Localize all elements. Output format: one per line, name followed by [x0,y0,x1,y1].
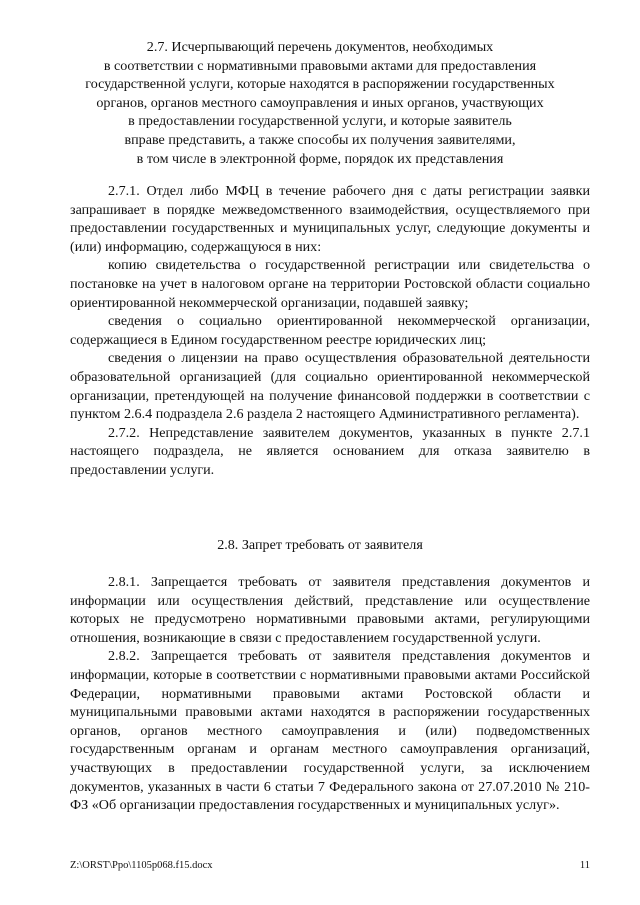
paragraph-2-8-2: 2.8.2. Запрещается требовать от заявителя представления документов и информации, которые в соответствии с нормативными правовыми актами Российской Федерации, нормативными правовыми актами Ростовской области и муниципальными правовыми актами находятся в распоряжении государственных органов, органов местного самоуправления и (или) подведомственных государственным органам и органам местного самоуправления организаций, участвующих в предоставлении государственной услуги, за исключением документов, указанных в части 6 статьи 7 Федерального закона от 27.07.2010 № 210-ФЗ «Об организации предоставления государственных и муниципальных услуг». [70,648,590,814]
section-title-line: в том числе в электронной форме, порядок их представления [136,150,504,167]
list-item-registration-certificate: копию свидетельства о государственной регистрации или свидетельства о постановке на учет в налоговом органе на территории Ростовской области социально ориентированной некоммерческой организации, подавшей заявку; [70,257,590,311]
section-2-8-body [70,573,590,815]
section-title-line: 2.8. Запрет требовать от заявителя [217,537,423,553]
section-title-line: органов, органов местного самоуправления и иных органов, участвующих [96,94,544,111]
section-title-line: 2.7. Исчерпывающий перечень документов, необходимых [146,39,494,55]
paragraph-2-7-1: 2.7.1. Отдел либо МФЦ в течение рабочего дня с даты регистрации заявки запрашивает в порядке межведомственного взаимодействия, осуществляемого при предоставлении государственных и муниципальных услуг, следующие документы и (или) информацию, содержащуюся в них: [70,183,590,255]
section-title-line: государственной услуги, которые находятся в распоряжении государственных [85,76,555,93]
section-title-line: вправе представить, а также способы их получения заявителями, [124,131,516,148]
section-title-line: в соответствии с нормативными правовыми актами для предоставления [103,57,537,74]
section-2-7-body [70,182,590,480]
list-item-egrul-info: сведения о социально ориентированной некоммерческой организации, содержащиеся в Едином государственном реестре юридических лиц; [70,313,590,348]
paragraph-2-8-1: 2.8.1. Запрещается требовать от заявителя представления документов и информации или осуществления действий, представление или осуществление которых не предусмотрено нормативными правовыми актами, регулирующими отношения, возникающие в связи с предоставлением государственной услуги. [70,574,590,646]
section-2-8-title [70,536,570,555]
footer-page-number: 11 [579,860,590,871]
footer-file-path: Z:\ORST\Ppo\1105p068.f15.docx [70,860,213,871]
paragraph-2-7-2: 2.7.2. Непредставление заявителем документов, указанных в пункте 2.7.1 настоящего подраздела, не является основанием для отказа заявителю в предоставлении услуги. [70,424,590,478]
list-item-license-info: сведения о лицензии на право осуществления образовательной деятельности образовательной организацией (для социально ориентированной некоммерческой организации, претендующей на получение финансовой поддержки в соответствии с пунктом 2.6.4 подраздела 2.6 раздела 2 настоящего Административного регламента). [70,350,590,423]
section-title-line: в предоставлении государственной услуги, и которые заявитель [128,113,512,130]
section-2-7-title [70,38,570,168]
